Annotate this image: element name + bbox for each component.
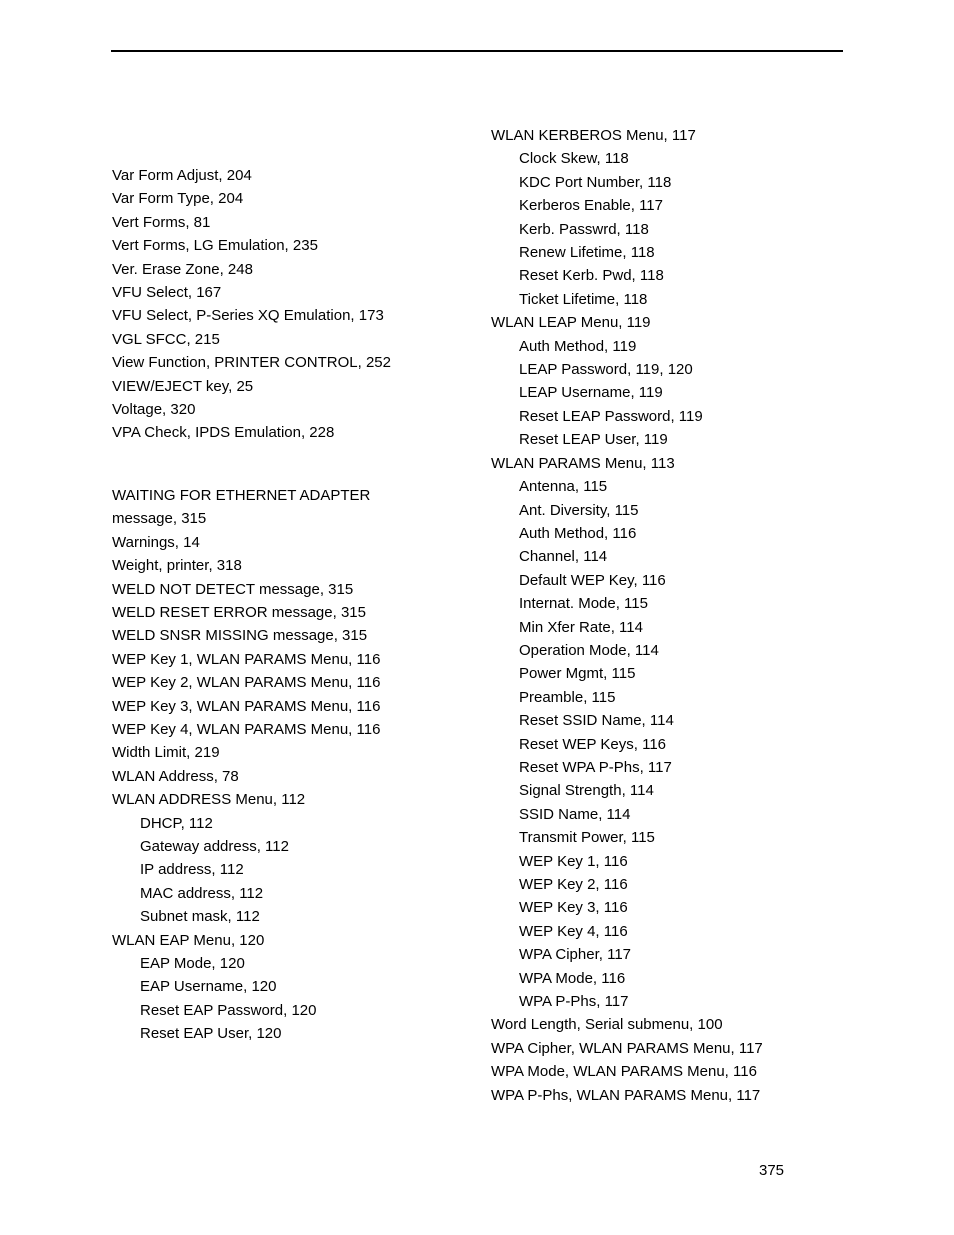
- index-entry: Vert Forms, 81: [112, 213, 211, 231]
- index-subentry: Default WEP Key, 116: [519, 571, 666, 589]
- index-subentry: Auth Method, 116: [519, 524, 637, 542]
- index-subentry: WEP Key 1, 116: [519, 852, 628, 870]
- index-subentry: Auth Method, 119: [519, 337, 637, 355]
- index-entry: WLAN ADDRESS Menu, 112: [112, 791, 306, 809]
- index-subentry: Kerb. Passwrd, 118: [519, 220, 649, 238]
- index-subentry: LEAP Password, 119, 120: [519, 361, 693, 379]
- index-entry: WLAN PARAMS Menu, 113: [491, 454, 675, 472]
- index-subentry: Reset EAP User, 120: [140, 1025, 282, 1043]
- index-subentry: Transmit Power, 115: [519, 829, 655, 847]
- index-subentry: Reset WEP Keys, 116: [519, 735, 667, 753]
- page-number: 375: [759, 1162, 785, 1179]
- index-entry: message, 315: [112, 510, 207, 528]
- index-subentry: Reset Kerb. Pwd, 118: [519, 267, 664, 285]
- index-subentry: Reset LEAP Password, 119: [519, 407, 703, 425]
- index-entry: WLAN KERBEROS Menu, 117: [491, 127, 696, 144]
- index-entry: VFU Select, 167: [112, 284, 222, 302]
- index-subentry: Reset LEAP User, 119: [519, 431, 668, 449]
- index-subentry: Subnet mask, 112: [140, 908, 260, 926]
- index-subentry: Channel, 114: [519, 548, 608, 566]
- index-subentry: MAC address, 112: [140, 884, 264, 902]
- index-entry: WEP Key 1, WLAN PARAMS Menu, 116: [112, 650, 381, 668]
- index-entry: WAITING FOR ETHERNET ADAPTER: [112, 486, 371, 504]
- index-subentry: WEP Key 4, 116: [519, 922, 628, 940]
- index-entry: WPA Mode, WLAN PARAMS Menu, 116: [491, 1063, 757, 1081]
- index-subentry: WEP Key 3, 116: [519, 899, 628, 917]
- index-subentry: Gateway address, 112: [140, 837, 289, 855]
- index-subentry: Reset EAP Password, 120: [140, 1001, 317, 1019]
- section-gap: [112, 445, 391, 484]
- index-subentry: KDC Port Number, 118: [519, 173, 672, 191]
- index-subentry: WPA Mode, 116: [519, 969, 626, 987]
- index-subentry: Clock Skew, 118: [519, 150, 629, 168]
- index-entry: WELD RESET ERROR message, 315: [112, 603, 366, 621]
- index-entry: WEP Key 3, WLAN PARAMS Menu, 116: [112, 697, 381, 715]
- index-subentry: WPA P-Phs, 117: [519, 993, 629, 1011]
- index-column-left: [112, 164, 391, 1046]
- index-entry: WPA P-Phs, WLAN PARAMS Menu, 117: [491, 1086, 761, 1104]
- index-subentry: Operation Mode, 114: [519, 641, 659, 659]
- index-entry: VPA Check, IPDS Emulation, 228: [112, 424, 335, 442]
- index-entry: WEP Key 4, WLAN PARAMS Menu, 116: [112, 720, 381, 738]
- index-subentry: Kerberos Enable, 117: [519, 197, 663, 215]
- index-entry: Vert Forms, LG Emulation, 235: [112, 237, 318, 255]
- index-entry: WELD NOT DETECT message, 315: [112, 580, 354, 598]
- index-subentry: Min Xfer Rate, 114: [519, 618, 643, 636]
- index-subentry: Antenna, 115: [519, 478, 608, 496]
- index-entry: WEP Key 2, WLAN PARAMS Menu, 116: [112, 674, 381, 692]
- index-subentry: SSID Name, 114: [519, 805, 631, 823]
- index-entry: Voltage, 320: [112, 401, 196, 419]
- index-subentry: Ticket Lifetime, 118: [519, 290, 648, 308]
- index-subentry: EAP Mode, 120: [140, 955, 245, 972]
- index-entry: WELD SNSR MISSING message, 315: [112, 627, 368, 645]
- index-subentry: WEP Key 2, 116: [519, 876, 628, 893]
- index-entry: Var Form Type, 204: [112, 190, 244, 208]
- index-entry: VFU Select, P-Series XQ Emulation, 173: [112, 307, 384, 325]
- index-subentry: LEAP Username, 119: [519, 384, 663, 402]
- index-entry: Var Form Adjust, 204: [112, 167, 252, 184]
- index-entry: View Function, PRINTER CONTROL, 252: [112, 354, 391, 372]
- index-subentry: Power Mgmt, 115: [519, 665, 636, 683]
- index-subentry: Reset WPA P-Phs, 117: [519, 758, 672, 776]
- index-subentry: Ant. Diversity, 115: [519, 501, 639, 519]
- index-subentry: DHCP, 112: [140, 814, 213, 832]
- index-subentry: Signal Strength, 114: [519, 782, 654, 800]
- index-entry: WLAN LEAP Menu, 119: [491, 314, 651, 332]
- index-subentry: Reset SSID Name, 114: [519, 712, 674, 730]
- index-entry: Word Length, Serial submenu, 100: [491, 1016, 723, 1034]
- index-entry: WLAN Address, 78: [112, 767, 239, 785]
- index-entry: WPA Cipher, WLAN PARAMS Menu, 117: [491, 1039, 763, 1057]
- index-subentry: Renew Lifetime, 118: [519, 244, 655, 262]
- header-rule: [111, 50, 843, 52]
- index-entry: VGL SFCC, 215: [112, 330, 220, 348]
- index-subentry: WPA Cipher, 117: [519, 946, 632, 964]
- index-subentry: EAP Username, 120: [140, 978, 277, 996]
- index-entry: Warnings, 14: [112, 533, 200, 551]
- index-entry: Weight, printer, 318: [112, 557, 242, 575]
- index-column-right: [491, 124, 763, 1107]
- index-subentry: Internat. Mode, 115: [519, 595, 648, 613]
- index-subentry: IP address, 112: [140, 861, 244, 879]
- index-entry: Ver. Erase Zone, 248: [112, 260, 253, 278]
- index-entry: VIEW/EJECT key, 25: [112, 377, 254, 395]
- index-entry: WLAN EAP Menu, 120: [112, 931, 265, 949]
- index-entry: Width Limit, 219: [112, 744, 220, 762]
- index-subentry: Preamble, 115: [519, 688, 616, 706]
